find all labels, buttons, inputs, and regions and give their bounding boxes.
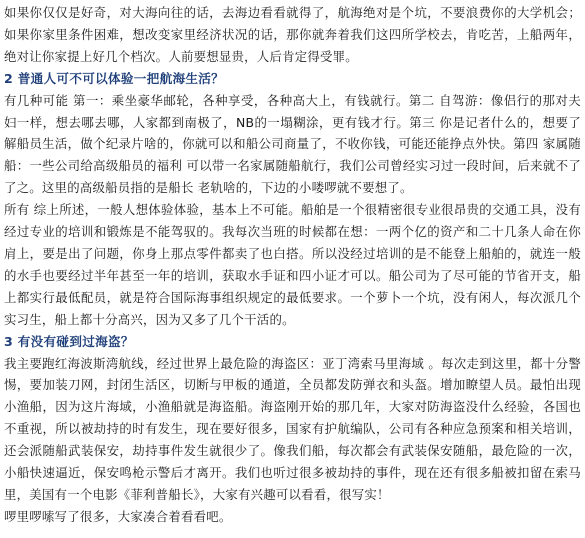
- section-3-paragraph-1: 我主要跑红海波斯湾航线，经过世界上最危险的海盗区：亚丁湾索马里海域 。每次走到这里，都十分警惕，要加装刀网，封闭生活区，切断与甲板的通道，全员都发防弹衣和头盔。增加瞭望人员。最怕出现小渔船，因为这片海域，小渔船就是海盗船。海盗刚开始的那几年，大家对防海盗没什么经验，各国也不重视，所以被劫持的时有发生，现在要好很多，国家有护航编队，公司有各种应急预案和相关培训，还会派随船武装保安，劫持事件发生就很少了。像我们船，每次都会有武装保安随船，最危险的一次，小船快速逼近，保安鸣枪示警后才离开。我们也听过很多被劫持的事件，现在还有很多船被扣留在索马里，美国有一个电影《菲利普船长》，大家有兴趣可以看看，很写实！: [4, 355, 581, 502]
- closing-line: 啰里啰嗦写了很多，大家凑合着看看吧。: [4, 508, 232, 524]
- intro-paragraph: 如果你仅仅是好奇，对大海向往的话，去海边看看就得了，航海绝对是个坑，不要浪费你的大学机会；如果你家里条件困难，想改变家里经济状况的话，那你就奔着我们这四所学校去，肯吃苦，上船两年，绝对让你家提上好几个档次。人前要想显贵，人后肯定得受罪。: [4, 5, 581, 64]
- section-2-heading: 2 普通人可不可以体验一把航海生活？: [4, 70, 225, 86]
- section-3-heading: 3 有没有碰到过海盗？: [4, 333, 134, 349]
- section-2-paragraph-1: 有几种可能 第一：乘坐豪华邮轮，各种享受，各种高大上，有钱就行。第二 自驾游：像侣行的那对夫妇一样，想去哪去哪，人家都到南极了，NB的一塌糊涂，更有钱才行。第三 你是记者什么的，想要了解船员生活，做个纪录片啥的，你就可以和船公司商量了，不收你钱，可能还能挣点外快。第四 家属随船：一些公司给高级船员的福利 可以带一名家属随船航行，我们公司曾经实习过一段时间，后来就不了了之。这里的高级船员指的是船长 老轨啥的，下边的小喽啰就不要想了。: [4, 92, 581, 196]
- section-2-paragraph-2: 所有 综上所述，一般人想体验体验，基本上不可能。船舶是一个很精密很专业很昂贵的交通工具，没有经过专业的培训和锻炼是不能驾驭的。我每次当班的时候都在想：一两个亿的资产和二十几条人命在你肩上，要是出了问题，你身上那点零件都卖了也白搭。所以没经过培训的是不能登上船舶的，就连一般的水手也要经过半年甚至一年的培训，获取水手证和四小证才可以。船公司为了尽可能的节省开支，船上都实行最低配员，就是符合国际海事组织规定的最低要求。一个萝卜一个坑，没有闲人，每次派几个实习生，船上都十分高兴，因为又多了几个干活的。: [4, 202, 581, 327]
